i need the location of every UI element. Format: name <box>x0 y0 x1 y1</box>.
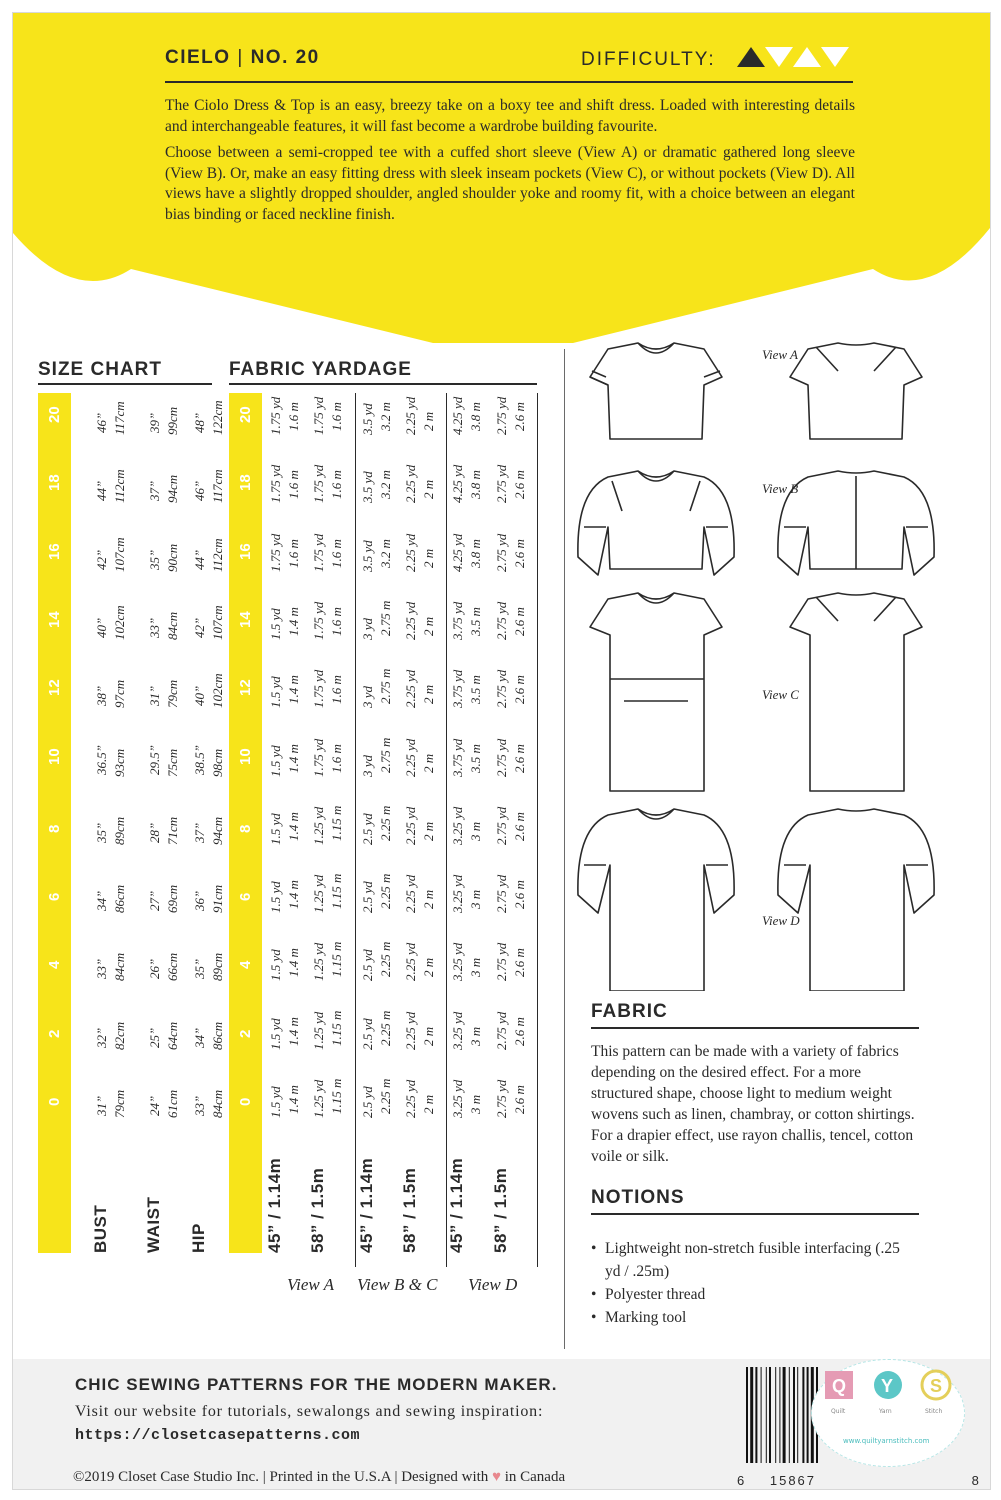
size-label: 12 <box>46 679 63 697</box>
size-label: 8 <box>46 824 63 833</box>
size-cell-metric: 107cm <box>210 605 225 640</box>
size-cell-metric: 64cm <box>165 1021 180 1050</box>
yardage-cell-m: 2.25 m <box>378 1010 393 1046</box>
yardage-cell-m: 2 m <box>421 411 436 431</box>
size-cell-metric: 102cm <box>112 605 127 640</box>
view-label-d: View D <box>468 1275 518 1294</box>
yardage-cell-yd: 3.75 yd <box>450 738 465 777</box>
yardage-cell-m: 2.75 m <box>378 737 393 773</box>
size-label: 4 <box>46 961 63 970</box>
pattern-title <box>165 47 320 69</box>
yardage-cell-m: 1.6 m <box>329 675 344 705</box>
size-cell-imperial: 31” <box>147 685 162 707</box>
yardage-cell-m: 1.15 m <box>329 942 344 978</box>
size-cell-metric: 69cm <box>165 884 180 914</box>
yardage-cell-m: 2 m <box>421 889 436 910</box>
yardage-row-label: 45” / 1.14m <box>357 1157 376 1253</box>
size-cell-metric: 75cm <box>165 748 180 777</box>
yardage-cell-m: 3.2 m <box>378 538 393 568</box>
yardage-cell-yd: 3.25 yd <box>450 806 465 845</box>
yardage-cell-yd: 2.75 yd <box>494 1011 509 1050</box>
yardage-cell-yd: 2.5 yd <box>360 881 375 914</box>
yardage-cell-m: 2.6 m <box>512 1085 527 1114</box>
size-row-label: WAIST <box>144 1196 163 1253</box>
size-cell-imperial: 26” <box>147 959 162 980</box>
yardage-cell-yd: 1.5 yd <box>268 1086 283 1118</box>
footer-visit-text: Visit our website for tutorials, sewalongs and sewing inspiration: <box>75 1403 544 1420</box>
yardage-cell-m: 1.4 m <box>286 1016 301 1046</box>
yardage-cell-yd: 3 yd <box>360 686 375 709</box>
size-cell-metric: 89cm <box>210 953 225 982</box>
yardage-cell-m: 3.2 m <box>378 402 393 431</box>
yardage-cell-yd: 3.5 yd <box>360 403 375 435</box>
intro-text <box>165 96 855 231</box>
size-cell-imperial: 27” <box>147 890 162 912</box>
notions-title: NOTIONS <box>591 1187 685 1208</box>
view-d-front-illustration <box>578 809 734 991</box>
yardage-cell-m: 3 m <box>468 1094 483 1114</box>
yardage-cell-yd: 2.5 yd <box>360 949 375 982</box>
watermark-label-yarn: Yarn <box>879 1408 892 1415</box>
yardage-cell-yd: 1.75 yd <box>311 669 326 709</box>
yardage-cell-m: 1.4 m <box>286 743 301 773</box>
difficulty-label: DIFFICULTY: <box>581 49 716 70</box>
yardage-cell-yd: 3.5 yd <box>360 471 375 504</box>
yardage-cell-m: 3.2 m <box>378 470 393 500</box>
yardage-cell-m: 2 m <box>421 685 436 705</box>
barcode-icon <box>746 1367 818 1469</box>
size-cell-imperial: 31” <box>94 1095 109 1116</box>
size-cell-metric: 84cm <box>112 953 127 982</box>
size-cell-imperial: 34” <box>94 890 109 912</box>
size-cell-metric: 86cm <box>112 884 127 914</box>
yardage-cell-yd: 2.75 yd <box>494 1079 509 1118</box>
yardage-cell-yd: 1.25 yd <box>311 806 326 845</box>
size-cell-imperial: 36” <box>192 890 207 912</box>
size-cell-metric: 99cm <box>165 406 180 435</box>
yardage-cell-yd: 1.5 yd <box>268 949 283 982</box>
view-a-front-illustration <box>590 343 722 439</box>
yardage-row-label: 58” / 1.5m <box>400 1167 419 1253</box>
fabric-text: This pattern can be made with a variety of fabrics depending on the desired effect. For a more structured shape, choose light to medium weight wovens such as linen, chambray, or cotton shirtings. For a drapier effect, use rayon challis, tencel, cotton voile or silk. <box>591 1043 915 1165</box>
size-label: 12 <box>237 679 254 697</box>
yardage-cell-m: 2 m <box>421 616 436 636</box>
yardage-cell-yd: 2.25 yd <box>403 533 418 572</box>
yardage-divider-3 <box>537 393 538 1267</box>
size-cell-imperial: 35” <box>147 549 162 570</box>
yardage-cell-yd: 2.5 yd <box>360 1017 375 1050</box>
yardage-cell-yd: 1.75 yd <box>268 396 283 435</box>
size-cell-metric: 91cm <box>210 884 225 914</box>
yardage-cell-m: 1.4 m <box>286 811 301 841</box>
yardage-cell-m: 3.5 m <box>468 743 483 773</box>
size-cell-imperial: 37” <box>192 822 207 843</box>
yardage-cell-yd: 1.5 yd <box>268 1017 283 1050</box>
yardage-cell-yd: 2.75 yd <box>494 874 509 914</box>
yardage-cell-yd: 3.75 yd <box>450 601 465 640</box>
size-cell-metric: 84cm <box>165 611 180 640</box>
yardage-cell-yd: 2.25 yd <box>403 669 418 709</box>
size-cell-imperial: 48” <box>192 412 207 433</box>
footer-tagline: CHIC SEWING PATTERNS FOR THE MODERN MAKER. <box>75 1375 558 1394</box>
size-label: 6 <box>237 892 254 902</box>
size-cell-imperial: 24” <box>147 1095 162 1116</box>
size-chart-rule <box>38 383 212 385</box>
illus-label-view-b: View B <box>762 481 799 496</box>
page-divider <box>564 349 565 1349</box>
yardage-cell-m: 1.6 m <box>286 538 301 568</box>
notions-rule <box>591 1213 919 1215</box>
size-cell-metric: 82cm <box>112 1021 127 1050</box>
yardage-row-label: 45” / 1.14m <box>447 1157 466 1253</box>
yardage-cell-yd: 3.5 yd <box>360 539 375 572</box>
view-label-bc: View B & C <box>357 1275 438 1294</box>
size-label: 18 <box>237 474 254 492</box>
yardage-cell-yd: 4.25 yd <box>450 465 465 504</box>
intro-paragraph-1: The Ciolo Dress & Top is an easy, breezy take on a boxy tee and shift dress. Loaded with interesting details and interchangeable features, it will fast become a wardrobe building favourite. <box>165 97 855 135</box>
yardage-cell-yd: 2.25 yd <box>403 943 418 982</box>
watermark-url: www.quiltyarnstitch.com <box>843 1437 930 1445</box>
yardage-row-label: 58” / 1.5m <box>491 1167 510 1253</box>
watermark-label-quilt: Quilt <box>831 1408 846 1415</box>
yardage-cell-yd: 2.75 yd <box>494 465 509 504</box>
size-cell-imperial: 44” <box>94 481 109 502</box>
difficulty-triangle <box>821 47 849 67</box>
difficulty-triangles-icon <box>737 45 855 69</box>
size-cell-imperial: 44” <box>192 549 207 570</box>
yardage-cell-m: 3 m <box>468 889 483 910</box>
yardage-cell-m: 1.4 m <box>286 1085 301 1114</box>
size-cell-metric: 84cm <box>210 1089 225 1118</box>
size-cell-imperial: 40” <box>94 617 109 638</box>
size-cell-imperial: 37” <box>147 481 162 502</box>
size-cell-metric: 94cm <box>165 475 180 504</box>
size-label: 0 <box>46 1097 63 1106</box>
yardage-row-label: 58” / 1.5m <box>308 1167 327 1253</box>
notion-item: • Marking tool <box>591 1306 911 1329</box>
yardage-cell-yd: 1.5 yd <box>268 881 283 914</box>
yardage-cell-m: 2.6 m <box>512 675 527 705</box>
notion-item: • Polyester thread <box>591 1283 911 1306</box>
size-cell-metric: 117cm <box>112 401 127 435</box>
yardage-cell-m: 2 m <box>421 1026 436 1046</box>
size-cell-imperial: 46” <box>94 412 109 433</box>
yardage-cell-yd: 2.25 yd <box>403 738 418 777</box>
svg-text:Q: Q <box>832 1376 847 1396</box>
size-row-label: HIP <box>189 1223 208 1253</box>
size-label: 16 <box>46 542 63 560</box>
barcode-left-digit: 6 <box>737 1473 747 1488</box>
size-row-label: BUST <box>91 1204 110 1253</box>
yardage-cell-yd: 2.25 yd <box>403 874 418 914</box>
yardage-cell-m: 1.15 m <box>329 1010 344 1046</box>
yardage-cell-yd: 2.75 yd <box>494 738 509 777</box>
size-label: 18 <box>46 474 63 492</box>
garment-illustrations <box>576 331 936 991</box>
yardage-cell-yd: 2.75 yd <box>494 533 509 572</box>
copyright-line <box>73 1469 565 1486</box>
size-cell-metric: 107cm <box>112 536 127 572</box>
size-cell-imperial: 32” <box>94 1027 109 1048</box>
size-label: 14 <box>46 611 63 628</box>
yardage-cell-yd: 2.75 yd <box>494 943 509 982</box>
yardage-cell-yd: 1.25 yd <box>311 874 326 914</box>
header-rule <box>165 81 853 83</box>
size-cell-imperial: 35” <box>192 959 207 980</box>
size-cell-imperial: 38.5” <box>192 744 207 775</box>
yardage-cell-yd: 1.5 yd <box>268 608 283 640</box>
yardage-cell-m: 3.8 m <box>468 470 483 500</box>
yardage-cell-m: 1.15 m <box>329 873 344 910</box>
size-cell-metric: 117cm <box>210 469 225 504</box>
svg-text:S: S <box>930 1376 943 1396</box>
yardage-cell-yd: 1.5 yd <box>268 676 283 709</box>
yardage-cell-m: 2 m <box>421 753 436 773</box>
yardage-cell-yd: 1.25 yd <box>311 1011 326 1050</box>
yardage-cell-m: 3 m <box>468 821 483 841</box>
notions-list <box>591 1237 911 1329</box>
illus-label-view-c: View C <box>762 687 799 702</box>
yardage-cell-m: 1.4 m <box>286 880 301 910</box>
yardage-cell-m: 3.8 m <box>468 538 483 568</box>
yardage-cell-yd: 1.5 yd <box>268 744 283 777</box>
yardage-cell-m: 1.6 m <box>329 743 344 773</box>
yardage-cell-m: 1.6 m <box>329 470 344 500</box>
size-label: 20 <box>46 406 63 423</box>
title-separator: | <box>237 47 244 68</box>
yardage-divider-2 <box>446 393 447 1267</box>
yardage-cell-yd: 3 yd <box>360 754 375 777</box>
fabric-title: FABRIC <box>591 1001 668 1022</box>
yardage-cell-m: 1.15 m <box>329 1078 344 1114</box>
yardage-cell-m: 2.25 m <box>378 805 393 841</box>
yardage-cell-m: 2.6 m <box>512 1016 527 1046</box>
yardage-cell-yd: 3.25 yd <box>450 874 465 914</box>
yardage-cell-yd: 2.5 yd <box>360 813 375 845</box>
yardage-cell-yd: 2.25 yd <box>403 465 418 504</box>
size-cell-imperial: 33” <box>147 617 162 638</box>
yardage-cell-yd: 1.75 yd <box>311 533 326 572</box>
view-d-back-illustration <box>778 809 934 991</box>
view-b-back-illustration <box>778 471 934 575</box>
yardage-size-column <box>229 393 262 1253</box>
copyright-text: ©2019 Closet Case Studio Inc. | Printed in the U.S.A | Designed with <box>73 1469 493 1485</box>
yardage-cell-yd: 2.25 yd <box>403 1011 418 1050</box>
yardage-cell-m: 1.6 m <box>286 402 301 431</box>
illus-label-view-d: View D <box>762 913 800 928</box>
size-cell-metric: 98cm <box>210 748 225 777</box>
size-label: 10 <box>237 747 254 765</box>
yardage-cell-yd: 3 yd <box>360 617 375 640</box>
pattern-name: CIELO <box>165 47 231 68</box>
difficulty-triangle <box>737 47 765 67</box>
view-c-front-illustration <box>590 593 722 791</box>
yardage-cell-m: 2.6 m <box>512 880 527 910</box>
size-label: 8 <box>237 824 254 833</box>
size-cell-metric: 94cm <box>210 816 225 845</box>
fabric-rule <box>591 1027 919 1029</box>
yardage-cell-m: 1.6 m <box>329 607 344 636</box>
notion-item: • Lightweight non-stretch fusible interfacing (.25 yd / .25m) <box>591 1237 911 1283</box>
yardage-cell-m: 1.6 m <box>286 470 301 500</box>
yardage-cell-yd: 1.25 yd <box>311 943 326 982</box>
size-cell-imperial: 35” <box>94 822 109 843</box>
yardage-cell-m: 3 m <box>468 958 483 978</box>
yardage-cell-yd: 1.5 yd <box>268 813 283 845</box>
yardage-cell-m: 2 m <box>421 1094 436 1114</box>
size-cell-imperial: 33” <box>192 1095 207 1116</box>
yardage-cell-m: 2.25 m <box>378 942 393 978</box>
size-cell-imperial: 42” <box>94 549 109 570</box>
size-chart-size-column <box>38 393 71 1253</box>
yardage-cell-m: 1.6 m <box>329 538 344 568</box>
yardage-cell-m: 2.6 m <box>512 811 527 841</box>
yardage-cell-m: 2.6 m <box>512 607 527 636</box>
size-cell-imperial: 34” <box>192 1027 207 1048</box>
size-label: 4 <box>237 961 254 970</box>
yardage-cell-yd: 3.25 yd <box>450 943 465 982</box>
yardage-cell-yd: 2.25 yd <box>403 1079 418 1118</box>
size-cell-metric: 89cm <box>112 816 127 845</box>
yardage-cell-m: 2.6 m <box>512 538 527 568</box>
yardage-cell-m: 1.4 m <box>286 607 301 636</box>
yardage-cell-m: 1.4 m <box>286 675 301 705</box>
difficulty-triangle <box>765 47 793 67</box>
size-chart-title: SIZE CHART <box>38 359 162 380</box>
size-cell-metric: 112cm <box>112 469 127 504</box>
yardage-cell-yd: 2.75 yd <box>494 806 509 845</box>
yardage-cell-yd: 2.25 yd <box>403 806 418 845</box>
yardage-cell-m: 2.6 m <box>512 470 527 500</box>
pattern-number: NO. 20 <box>250 47 320 68</box>
illus-label-view-a: View A <box>762 347 798 362</box>
yardage-row-label: 45” / 1.14m <box>265 1157 284 1253</box>
yardage-cell-yd: 2.5 yd <box>360 1086 375 1118</box>
yardage-cell-m: 2 m <box>421 821 436 841</box>
yardage-cell-yd: 1.75 yd <box>311 396 326 435</box>
size-label: 2 <box>237 1029 254 1038</box>
size-cell-metric: 66cm <box>165 953 180 982</box>
svg-text:Y: Y <box>881 1376 894 1396</box>
heart-icon: ♥ <box>492 1469 501 1485</box>
copyright-country: in Canada <box>500 1469 566 1485</box>
watermark-label-stitch: Stitch <box>925 1408 943 1415</box>
fabric-yardage-rule <box>229 383 537 385</box>
size-cell-metric: 86cm <box>210 1021 225 1050</box>
yardage-cell-yd: 1.75 yd <box>311 465 326 504</box>
yardage-cell-m: 2.25 m <box>378 1078 393 1114</box>
website-link[interactable]: https://closetcasepatterns.com <box>75 1427 361 1444</box>
yardage-cell-m: 1.15 m <box>329 805 344 841</box>
size-cell-imperial: 42” <box>192 617 207 638</box>
barcode-mid-digits: 15867 <box>769 1473 817 1488</box>
yardage-cell-yd: 1.75 yd <box>268 533 283 572</box>
size-label: 0 <box>237 1097 254 1106</box>
size-cell-metric: 79cm <box>165 680 180 709</box>
yardage-cell-yd: 2.75 yd <box>494 669 509 709</box>
yardage-cell-yd: 3.25 yd <box>450 1079 465 1118</box>
size-cell-metric: 71cm <box>165 816 180 845</box>
yardage-cell-m: 3.5 m <box>468 607 483 636</box>
size-cell-imperial: 39” <box>147 412 162 433</box>
size-cell-imperial: 38” <box>94 685 109 707</box>
size-label: 6 <box>46 892 63 902</box>
size-label: 16 <box>237 542 254 560</box>
size-cell-imperial: 36.5” <box>94 744 109 775</box>
yardage-cell-yd: 1.75 yd <box>311 738 326 777</box>
size-cell-imperial: 33” <box>94 959 109 980</box>
yardage-cell-yd: 1.75 yd <box>311 601 326 640</box>
barcode-numbers <box>737 1473 981 1488</box>
size-cell-imperial: 46” <box>192 481 207 502</box>
yardage-cell-yd: 4.25 yd <box>450 533 465 572</box>
yardage-cell-m: 2.75 m <box>378 600 393 636</box>
size-cell-metric: 93cm <box>112 748 127 777</box>
yardage-cell-m: 3.8 m <box>468 402 483 431</box>
yardage-cell-m: 2.6 m <box>512 948 527 978</box>
view-a-back-illustration <box>790 343 922 439</box>
size-cell-metric: 79cm <box>112 1089 127 1118</box>
size-cell-imperial: 28” <box>147 822 162 843</box>
yardage-cell-yd: 2.25 yd <box>403 396 418 435</box>
yardage-cell-yd: 1.25 yd <box>311 1079 326 1118</box>
view-label-a: View A <box>287 1275 335 1294</box>
size-cell-metric: 102cm <box>210 673 225 709</box>
size-label: 2 <box>46 1029 63 1038</box>
yardage-cell-yd: 3.75 yd <box>450 669 465 709</box>
yardage-cell-yd: 2.75 yd <box>494 396 509 435</box>
fabric-yardage-title: FABRIC YARDAGE <box>229 359 412 380</box>
size-cell-metric: 61cm <box>165 1089 180 1118</box>
view-b-front-illustration <box>578 471 734 575</box>
yardage-cell-yd: 3.25 yd <box>450 1011 465 1050</box>
size-cell-imperial: 25” <box>147 1027 162 1048</box>
size-label: 14 <box>237 611 254 628</box>
difficulty-triangle <box>793 47 821 67</box>
size-label: 10 <box>46 747 63 765</box>
size-cell-metric: 97cm <box>112 680 127 709</box>
intro-paragraph-2: Choose between a semi-cropped tee with a cuffed short sleeve (View A) or dramatic gathered long sleeve (View B). Or, make an easy fitting dress with sleek inseam pockets (View C), or without pockets (View D). All views have a slightly dropped shoulder, angled shoulder yoke and roomy fit, with a choice between an elegant bias binding or faced neckline finish. <box>165 144 855 223</box>
size-label: 20 <box>237 406 254 423</box>
yardage-cell-m: 2.6 m <box>512 743 527 773</box>
pattern-back-cover <box>12 12 991 1490</box>
size-cell-metric: 122cm <box>210 400 225 435</box>
yardage-cell-yd: 1.75 yd <box>268 465 283 504</box>
yardage-cell-yd: 2.75 yd <box>494 601 509 640</box>
yardage-cell-m: 3 m <box>468 1026 483 1046</box>
size-cell-metric: 90cm <box>165 543 180 572</box>
size-cell-imperial: 29.5” <box>147 744 162 775</box>
size-cell-metric: 112cm <box>210 537 225 572</box>
barcode-right-digit: 8 <box>971 1473 981 1488</box>
yardage-divider-1 <box>355 393 356 1267</box>
yardage-cell-m: 3.5 m <box>468 675 483 705</box>
yardage-cell-m: 2 m <box>421 480 436 500</box>
yardage-cell-m: 2.6 m <box>512 402 527 431</box>
yardage-cell-m: 2 m <box>421 958 436 978</box>
yardage-cell-m: 1.4 m <box>286 948 301 978</box>
yardage-cell-yd: 4.25 yd <box>450 396 465 435</box>
yardage-cell-yd: 2.25 yd <box>403 601 418 640</box>
yardage-cell-m: 2.75 m <box>378 668 393 705</box>
yardage-cell-m: 1.6 m <box>329 402 344 431</box>
yardage-cell-m: 2 m <box>421 548 436 568</box>
view-c-back-illustration <box>790 593 922 791</box>
yardage-cell-m: 2.25 m <box>378 873 393 910</box>
size-cell-imperial: 40” <box>192 685 207 707</box>
